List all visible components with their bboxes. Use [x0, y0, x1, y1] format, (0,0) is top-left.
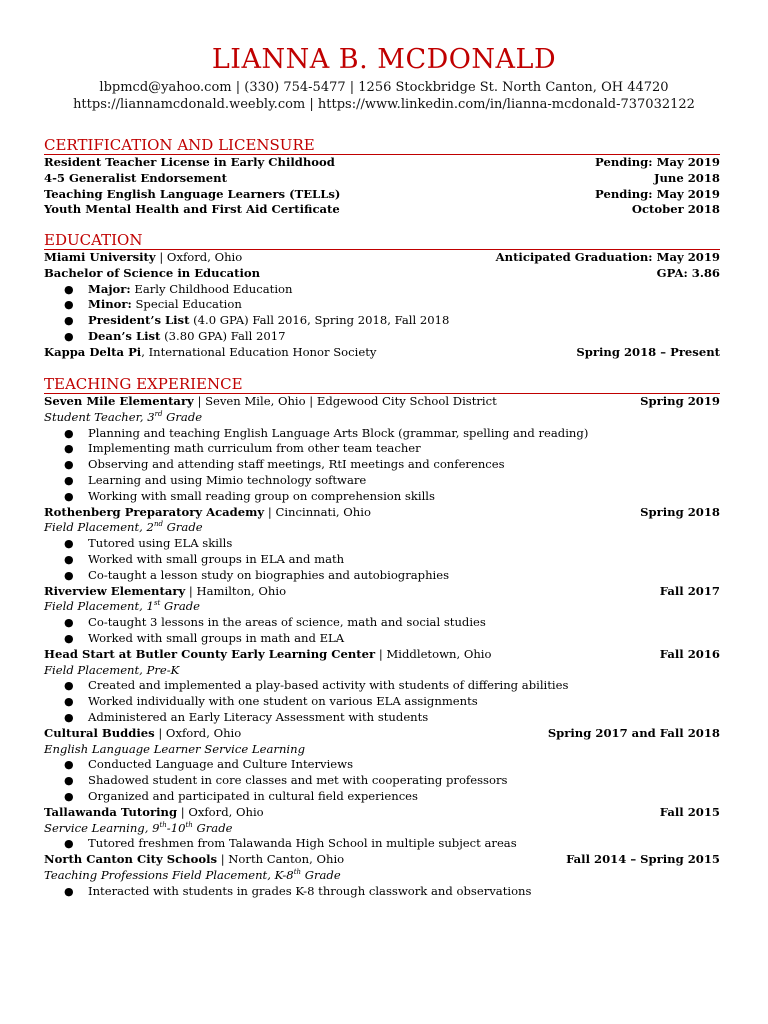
job-bullet-text: Worked with small groups in ELA and math: [88, 551, 345, 566]
job-location: | Oxford, Ohio: [177, 804, 264, 819]
job-role-sup: nd: [153, 520, 163, 529]
job-role-row: [44, 599, 720, 615]
job-bullet-text: Planning and teaching English Language Arts Block (grammar, spelling and reading): [88, 425, 589, 440]
bullet-dot: ●: [64, 884, 74, 898]
graduation-date: Anticipated Graduation: May 2019: [495, 250, 720, 264]
job-bullet: [44, 536, 720, 552]
education-bullet: [44, 313, 720, 329]
bullet-dot: ●: [64, 552, 74, 566]
job-location: | Hamilton, Ohio: [185, 583, 287, 598]
education-bullet: [44, 297, 720, 313]
job-bullet-text: Worked with small groups in math and ELA: [88, 630, 345, 645]
bullet-dot: ●: [64, 568, 74, 582]
education-bullet-text: (4.0 GPA) Fall 2016, Spring 2018, Fall 2018: [189, 313, 450, 328]
certification-row: [44, 171, 720, 187]
job-role: English Language Learner Service Learning: [44, 741, 306, 756]
education-bullet-label: Dean’s List: [88, 328, 161, 343]
job-bullet: [44, 552, 720, 568]
bullet-dot: ●: [64, 774, 74, 788]
certification-name: Teaching English Language Learners (TELLs): [44, 186, 341, 201]
job-role-row: [44, 520, 720, 536]
section-title-certification: CERTIFICATION AND LICENSURE: [44, 136, 720, 155]
job-role-sup: st: [153, 599, 161, 608]
job-bullet-text: Tutored using ELA skills: [88, 536, 233, 551]
job-bullet-text: Interacted with students in grades K-8 through classwork and observations: [88, 883, 532, 898]
job-bullet-text: Co-taught a lesson study on biographies and autobiographies: [88, 567, 450, 582]
job-organization: Cultural Buddies: [44, 725, 155, 740]
job-role: Field Placement, 1st Grade: [44, 599, 201, 614]
job-date: Fall 2015: [659, 804, 720, 819]
job-role-row: [44, 742, 720, 758]
job-role-sup: rd: [154, 409, 163, 418]
bullet-dot: ●: [64, 837, 74, 851]
bullet-dot: ●: [64, 473, 74, 487]
bullet-dot: ●: [64, 537, 74, 551]
job-role-row: [44, 410, 720, 426]
education-bullet: [44, 282, 720, 298]
bullet-dot: ●: [64, 426, 74, 440]
job-bullet: [44, 473, 720, 489]
contact-line-1: lbpmcd@yahoo.com | (330) 754-5477 | 1256 Stockbridge St. North Canton, OH 44720: [99, 80, 669, 95]
teaching-jobs: [44, 394, 720, 900]
education-section: [44, 231, 720, 361]
job-role: Service Learning, 9th-10th Grade: [44, 820, 233, 835]
job-location: | Cincinnati, Ohio: [264, 504, 371, 519]
job-organization: Riverview Elementary: [44, 583, 186, 598]
certification-date: June 2018: [653, 170, 720, 185]
society-desc: , International Education Honor Society: [141, 344, 377, 359]
job-org-line: [44, 505, 371, 521]
certification-list: [44, 155, 720, 218]
job-bullet: [44, 694, 720, 710]
education-bullet-label: Minor:: [88, 297, 132, 312]
job-role-row: [44, 663, 720, 679]
bullet-dot: ●: [64, 458, 74, 472]
job-bullet-text: Tutored freshmen from Talawanda High School in multiple subject areas: [88, 836, 517, 851]
job-role: Student Teacher, 3rd Grade: [44, 409, 203, 424]
job-location: | Middletown, Ohio: [375, 646, 492, 661]
job-organization: Tallawanda Tutoring: [44, 804, 178, 819]
education-school-row: [44, 250, 720, 266]
certification-row: [44, 187, 720, 203]
job-header-row: [44, 852, 720, 868]
education-bullet-text: Early Childhood Education: [130, 281, 293, 296]
job-bullet-text: Created and implemented a play-based activity with students of differing abilities: [88, 678, 569, 693]
job-role-row: [44, 868, 720, 884]
bullet-dot: ●: [64, 329, 74, 343]
bullet-dot: ●: [64, 679, 74, 693]
job-bullet-text: Learning and using Mimio technology software: [88, 472, 367, 487]
job-role-sup: th: [293, 868, 302, 877]
job-bullet: [44, 426, 720, 442]
job-organization: Head Start at Butler County Early Learning Center: [44, 646, 376, 661]
education-bullet-text: Special Education: [131, 297, 242, 312]
job-bullet-text: Shadowed student in core classes and met with cooperating professors: [88, 773, 508, 788]
section-title-education: EDUCATION: [44, 231, 720, 250]
job-bullet: [44, 489, 720, 505]
gpa: GPA: 3.86: [656, 265, 720, 280]
bullet-dot: ●: [64, 695, 74, 709]
job-organization: Seven Mile Elementary: [44, 394, 194, 408]
job-header-row: [44, 394, 720, 410]
job-bullet-text: Worked individually with one student on various ELA assignments: [88, 694, 478, 709]
honor-society-row: [44, 345, 720, 361]
teaching-section: [44, 375, 720, 900]
job-bullet-text: Observing and attending staff meetings, RtI meetings and conferences: [88, 457, 505, 472]
job-date: Spring 2019: [640, 394, 720, 408]
bullet-dot: ●: [64, 282, 74, 296]
job-bullet: [44, 631, 720, 647]
job-bullet: [44, 568, 720, 584]
bullet-dot: ●: [64, 631, 74, 645]
certification-name: Youth Mental Health and First Aid Certificate: [44, 202, 340, 217]
job-bullet: [44, 773, 720, 789]
job-org-line: [44, 394, 497, 410]
job-date: Spring 2017 and Fall 2018: [547, 725, 720, 740]
job-header-row: [44, 505, 720, 521]
job-bullet: [44, 457, 720, 473]
education-bullet-label: Major:: [88, 281, 131, 296]
certification-date: October 2018: [631, 202, 720, 217]
school-location: | Oxford, Ohio: [155, 250, 243, 264]
certification-name: 4-5 Generalist Endorsement: [44, 170, 227, 185]
school-name: Miami University: [44, 250, 156, 264]
job-role-sup: th: [159, 820, 167, 829]
certification-row: [44, 202, 720, 218]
job-role: Field Placement, 2nd Grade: [44, 520, 203, 535]
education-bullet-text: (3.80 GPA) Fall 2017: [160, 328, 286, 343]
job-org-line: [44, 805, 264, 821]
job-date: Fall 2016: [659, 646, 720, 661]
education-bullet-label: President’s List: [88, 313, 190, 328]
job-org-line: [44, 584, 286, 600]
education-bullet: [44, 329, 720, 345]
job-bullet-text: Working with small reading group on comprehension skills: [88, 488, 435, 503]
job-bullet-text: Administered an Early Literacy Assessment with students: [88, 709, 429, 724]
job-bullet-text: Conducted Language and Culture Interviews: [88, 757, 354, 772]
job-bullet: [44, 789, 720, 805]
job-bullet: [44, 757, 720, 773]
job-bullet: [44, 615, 720, 631]
job-date: Fall 2017: [659, 583, 720, 598]
job-organization: Rothenberg Preparatory Academy: [44, 504, 265, 519]
education-degree-row: [44, 266, 720, 282]
job-bullet-text: Implementing math curriculum from other team teacher: [88, 441, 421, 456]
certification-name: Resident Teacher License in Early Childhood: [44, 155, 335, 169]
job-header-row: [44, 584, 720, 600]
job-bullet-text: Organized and participated in cultural field experiences: [88, 788, 418, 803]
job-role-sup: th: [185, 820, 193, 829]
job-bullet-text: Co-taught 3 lessons in the areas of science, math and social studies: [88, 615, 486, 630]
job-org-line: [44, 852, 344, 868]
certification-section: [44, 136, 720, 218]
certification-date: Pending: May 2019: [595, 155, 720, 169]
job-date: Spring 2018: [640, 504, 720, 519]
job-location: | Oxford, Ohio: [154, 725, 242, 740]
job-role-row: [44, 821, 720, 837]
certification-date: Pending: May 2019: [595, 186, 720, 201]
job-bullet: [44, 836, 720, 852]
bullet-dot: ●: [64, 314, 74, 328]
society-dates: Spring 2018 – Present: [576, 344, 720, 359]
bullet-dot: ●: [64, 758, 74, 772]
job-org-line: [44, 647, 491, 663]
job-location: | Seven Mile, Ohio | Edgewood City School District: [193, 394, 497, 408]
job-location: | North Canton, Ohio: [217, 852, 345, 867]
job-organization: North Canton City Schools: [44, 852, 218, 867]
job-role: Teaching Professions Field Placement, K-8th Grade: [44, 867, 341, 882]
candidate-name: LIANNA B. MCDONALD: [211, 44, 557, 75]
job-header-row: [44, 805, 720, 821]
bullet-dot: ●: [64, 442, 74, 456]
bullet-dot: ●: [64, 616, 74, 630]
bullet-dot: ●: [64, 710, 74, 724]
education-bullets: [44, 282, 720, 345]
job-header-row: [44, 726, 720, 742]
job-bullet: [44, 678, 720, 694]
certification-row: [44, 155, 720, 171]
bullet-dot: ●: [64, 298, 74, 312]
job-org-line: [44, 726, 241, 742]
section-title-teaching: TEACHING EXPERIENCE: [44, 375, 720, 394]
job-header-row: [44, 647, 720, 663]
job-bullet: [44, 441, 720, 457]
degree: Bachelor of Science in Education: [44, 265, 261, 280]
job-date: Fall 2014 – Spring 2015: [566, 852, 720, 867]
bullet-dot: ●: [64, 489, 74, 503]
society-name: Kappa Delta Pi: [44, 344, 142, 359]
job-bullet: [44, 710, 720, 726]
contact-line-2: https://liannamcdonald.weebly.com | https://www.linkedin.com/in/lianna-mcdonald-737032122: [73, 97, 695, 112]
bullet-dot: ●: [64, 789, 74, 803]
job-role: Field Placement, Pre-K: [44, 662, 180, 677]
job-bullet: [44, 884, 720, 900]
